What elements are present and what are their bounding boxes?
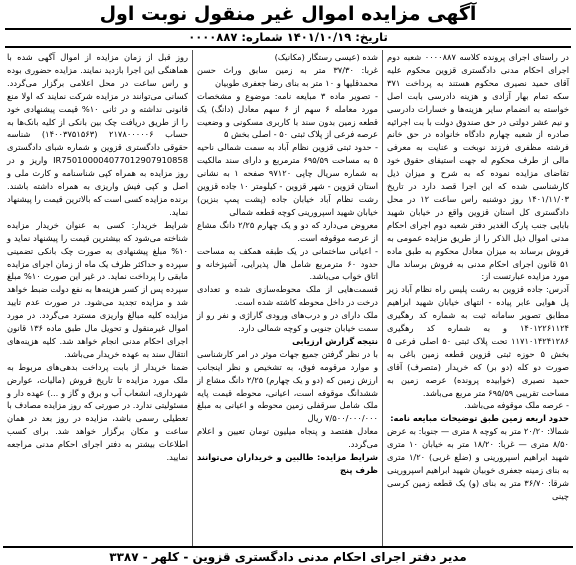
notice-date-number: تاریخ: ۱۴۰۱/۱۰/۱۹ شماره: ۰۰۰۰۸۸۷ bbox=[5, 28, 571, 48]
paragraph: با در نظر گرفتن جمیع جهات موثر در امر کارشناسی و موارد مرقومه فوق، به تشخیص و نظر اینجانب ارزش زمین که (دو و یک چهارم) ۲/۲۵ دانگ مشاع از ششدانگ موقوفه است، اعیانی، محوطه قیمت پایه ملک شامل سرقفلی زمین محوطه و اعیانی به مبلغ ۷/۵۰۰/۰۰۰/۰۰۰ ریال bbox=[197, 348, 378, 424]
notice-signature: مدیر دفتر اجرای احکام مدنی دادگستری قزوین - کلهر - ۳۳۸۷ bbox=[109, 550, 467, 564]
paragraph: قسمت‌هایی از ملک محوطه‌سازی شده و تعدادی درخت در داخل محوطه کاشته شده است. bbox=[197, 284, 378, 308]
paragraph: روز قبل از زمان مزایده از اموال آگهی شده با هماهنگی این اجرا بازدید نمایند. مزایده حضوری بوده و راس ساعت در محل اعلامی برگزار می‌گردد. کسانی می‌توانند در مزایده شرکت نمایند که اولا منع قانونی نداشته و در ثانی ۱۰% قیمت پیشنهادی خود را از طریق دریافت چک بین بانکی از کلیه بانک‌ها به حساب ۲۱۷۸۰۰۰۰۰۶ (۱۴۰۰۳۷۵۱۵۶۳) شناسه حقوقی دادگستری قزوین و شماره شبای دادگستری IR750100004077012907910858 واریز و در روز مزایده به همراه کپی شناسنامه و کارت ملی و اصل و کپی فیش واریزی به همراه داشته باشند. برنده مزایده کسی است که بالاترین قیمت را پیشنهاد نماید. bbox=[7, 52, 188, 217]
middle-column bbox=[193, 50, 383, 546]
paragraph: شرقا: ۳۶/۷۰ متر به بنای (و) یک قطعه زمین کرسی چینی bbox=[387, 477, 569, 501]
paragraph: - تصویر ماده ۳ مبایعه نامه: موضوع و مشخصات مورد معامله ۶ سهم از ۶ سهم معادل (دانگ) یک قطعه زمین بدون سند با کاربری مسکونی و وضعیت عرصه فرعی از پلاک ثبتی ۵۰ - اصلی بخش ۵ bbox=[197, 90, 378, 140]
paragraph: حدود اربعه زمین طبق توضیحات مبایعه نامه: bbox=[390, 413, 569, 424]
paragraph: شده (عیسی رستگار (مکانیک) bbox=[274, 52, 378, 62]
paragraph: معادل هفتصد و پنجاه میلیون تومان تعیین و اعلام می‌گردد. bbox=[197, 426, 378, 450]
left-column bbox=[3, 50, 193, 546]
paragraph: شمالا: ۲۰/۲۰ متر به کوچه ۸ متری — جنوبا: به عرض ۸/۵۰ متری — غربا: ۱۸/۲۰ متر به خیابان ۱۰ متری شهید ابراهیم اسپرورینی و (ضلع غربی) ۱/۲۰ متری به بنای زمینه جعفری خوبیان شهید ابراهیم اسپرورینی bbox=[387, 426, 569, 475]
paragraph: - عرصه ملک موقوفه می‌باشد. bbox=[464, 400, 569, 411]
paragraph: شرایط مزایده: طالبین و خریداران می‌توانند ظرف پنج bbox=[197, 452, 378, 475]
paragraph: ملک دارای در و درب‌های ورودی گاراژی و نفر رو از سمت خیابان جنوبی و کوچه شمالی دارد. bbox=[197, 310, 378, 334]
paragraph: - اعیانی ساختمانی در یک طبقه همکف به مساحت حدود ۶۰ مترمربع شامل هال پذیرایی، آشپزخانه و اتاق خواب می‌باشد. bbox=[197, 245, 378, 282]
notice-body bbox=[3, 50, 573, 548]
right-column bbox=[383, 50, 573, 546]
paragraph: شرایط خریدار: کسی به عنوان خریدار مزایده شناخته می‌شود که بیشترین قیمت را پیشنهاد نماید و ۱۰% مبلغ پیشنهادی به صورت چک بانکی تضمینی سپرده و حداکثر ظرف یک ماه از زمان اجرای مزایده مابقی را پرداخت نماید. در غیر این صورت ۱۰% مبلغ سپرده پس از کسر هزینه‌ها به نفع دولت ضبط خواهد شد و مزایده تجدید می‌شود. در صورت عدم تایید مزایده کلیه مبالغ واریزی مسترد می‌گردد. در مورد اموال غیرمنقول و تحویل مال طبق ماده ۱۳۶ قانون اجرای احکام مدنی انجام خواهد شد. کلیه هزینه‌های انتقال سند به عهده خریدار می‌باشد. bbox=[7, 219, 188, 359]
paragraph: آدرس: جاده قزوین به رشت پلیس راه نظام آباد زیر پل هوایی عابر پیاده - انتهای خیابان شهید ابراهیم مطابق تصویر سامانه ثبت به شماره کد رهگیری ۱۴۰۱۲۲۶۱۱۲۴ و به شماره کد رهگیری ۱۱۷۱۰۱۴۲۴۱۲۸۶ تحت پلاک ثبتی ۵۰ اصلی فرعی ۵ بخش ۵ حوزه ثبتی قزوین قطعه زمین باغی به صورت دو کله (دو بر) که خریدار (متصرف) آقای حمید نصیری (خوابیده پرونده) عرصه زمین به مساحت تقریبی ۶۹۵/۵۹ متر مربع می‌باشد. bbox=[387, 284, 570, 398]
paragraph: در راستای اجرای پرونده کلاسه ۰۰۰۰۸۸۷ شعبه دوم اجرای احکام مدنی دادگستری قزوین محکوم علیه آقای حمید نصیری محکوم هستند به پرداخت ۳۷۱ سکه تمام بهار آزادی و هزینه دادرسی بابت اصل خواسته به انضمام سایر هزینه‌ها و خسارات دادرسی و نیم عشر دولتی در حق صندوق دولت با بت اجرائیه صادره از شعبه چهارم دادگاه خانواده در حق خانم فرشته مظفری فرزند نوبخت و عنایت به معرفی مالی از طرف محکوم له جهت استیفای حقوق خود تقاضای مزایده نموده که به شرح و میزان ذیل کارشناسی شده که این اجرا قصد دارد در تاریخ ۱۴۰۱/۱۱/۰۳ روز دوشنبه راس ساعت ۱۲ در محل دادگستری کل استان قزوین واقع در خیابان شهید بابایی جنب پارک الغدیر دفتر شعبه دوم اجرای احکام مدنی اموال ذیل الذکر را از طریق مزایده عمومی به فروش برساند به میزان معادل محکوم به طبق ماده ۵۱ قانون اجرای احکام مدنی به فروش برساند مال مورد مزایده عبارتست از: bbox=[387, 52, 569, 282]
section-heading: نتیجه گزارش ارزیابی bbox=[292, 335, 378, 346]
paragraph: - حدود ثبتی قزوین نظام آباد به سمت شمالی ناحیه ۵ به مساحت ۶۹۵/۵۹ مترمربع و دارای سند مالکیت به شماره سریال چاپی ۹۷۱۲۰ صفحه ۱ به نشانی استان قزوین - شهر قزوین - کیلومتر ۱۰ جاده قزوین رشت نظام آباد خیابان جاده (پشت پمپ بنزین) خیابان شهید اسپرورینی کوچه قطعه شمالی bbox=[197, 142, 378, 217]
paragraph: معروض می‌دارد که دو و یک چهارم ۲/۲۵ دانگ مشاع از عرصه موقوفه است. bbox=[197, 219, 378, 243]
notice-title: آگهی مزایده اموال غیر منقول نوبت اول bbox=[99, 3, 477, 25]
paragraph: ضمنا خریدار از بابت پرداخت بدهی‌های مربوط به ملک مورد مزایده تا تاریخ فروش (مالیات، عوارض شهرداری، انشعاب آب و برق و گاز و ...) عهده دار و مسئولیتی ندارد. در صورتی که روز مزایده مصادف با تعطیلی رسمی باشد، مزایده در روز بعد در همان ساعت و مکان برگزار خواهد شد. برای کسب اطلاعات بیشتر به دفتر اجرای احکام مدنی مراجعه نمایید. bbox=[7, 361, 188, 463]
paragraph: غربا: ۳۷/۳۰ متر به زمین سابق وراث حسن محمدقلیها و ۱۰ متر به بنای رضا جعفری طوبیان bbox=[197, 64, 378, 88]
